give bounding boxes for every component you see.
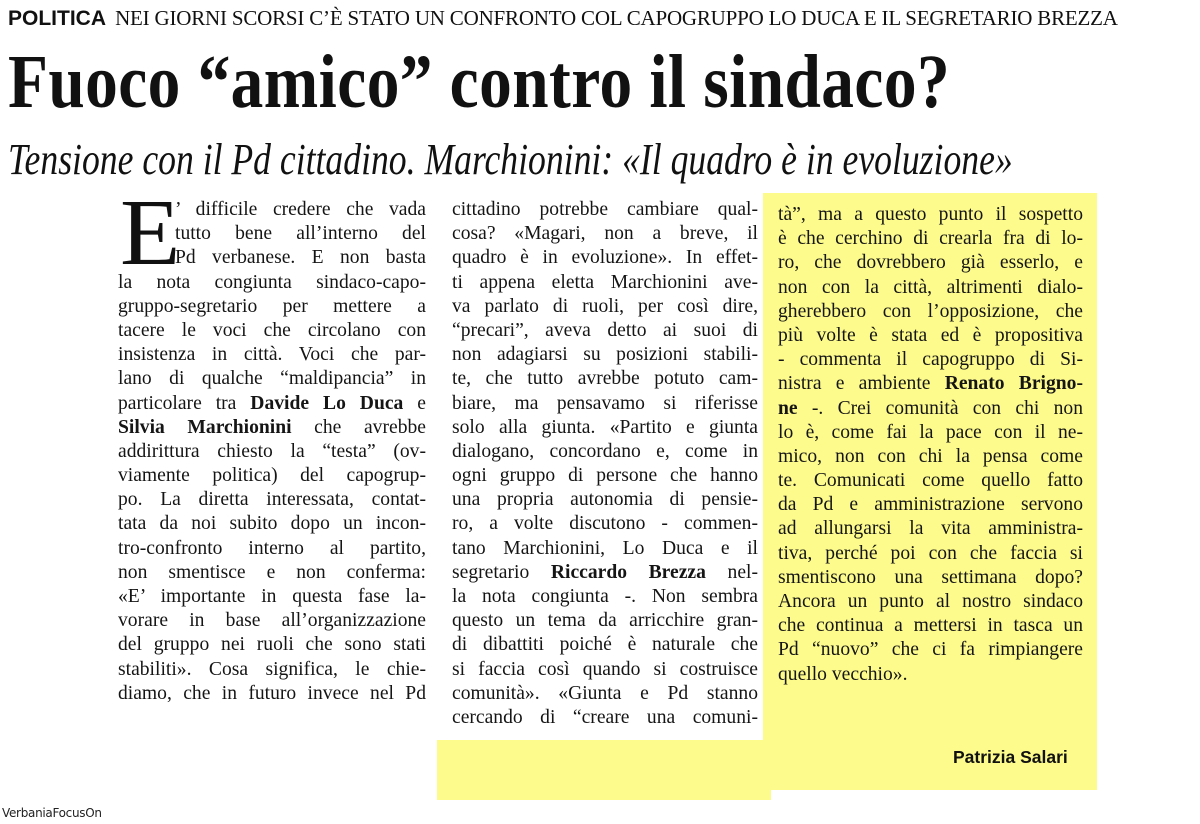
text-line: la nota congiunta -. Non sembra: [452, 586, 758, 607]
text-run: nel-: [705, 561, 758, 583]
text-line: cosa? «Magari, non a breve, il: [452, 223, 758, 245]
text-line: - commenta il capogruppo di Si-: [778, 349, 1083, 371]
text-line: ti appena eletta Marchionini ave-: [452, 271, 758, 293]
text-line: diamo, che in futuro invece nel Pd: [118, 682, 426, 704]
text-line: «E’ importante in questa fase la-: [118, 586, 426, 607]
text-line: quello vecchio».: [778, 663, 908, 685]
kicker-line: [8, 4, 1198, 32]
text-line: quadro è in evoluzione». In effet-: [452, 247, 758, 269]
section-label: POLITICA: [8, 7, 106, 30]
text-line: lo è, come fai la pace con il ne-: [778, 421, 1083, 443]
text-line: tro-confronto interno al partito,: [118, 537, 426, 559]
text-line: smentiscono una settimana dopo?: [778, 566, 1083, 588]
text-line: tata da noi subito dopo un incon-: [118, 513, 426, 535]
text-line: gruppo-segretario per mettere a: [118, 295, 426, 317]
text-line: “precari”, aveva detto ai suoi di: [452, 319, 758, 341]
text-run: particolare tra: [118, 392, 251, 414]
text-line: tutto bene all’interno del: [175, 223, 426, 245]
text-line: [778, 372, 1083, 396]
byline: Patrizia Salari: [953, 747, 1068, 767]
drop-cap: E: [120, 181, 181, 285]
text-line: gherebbero con l’opposizione, che: [778, 300, 1083, 322]
source-watermark: VerbaniaFocusOn: [2, 806, 102, 820]
text-line: non adagiarsi su posizioni stabili-: [452, 344, 758, 366]
text-line: te, che tutto avrebbe potuto cam-: [452, 368, 758, 390]
headline: Fuoco “amico” contro il sindaco?: [8, 40, 951, 124]
text-line: tà”, ma a questo punto il sospetto: [778, 204, 1083, 225]
highlight-column-2-tail: [437, 740, 771, 800]
text-line: tacere le voci che circolano con: [118, 319, 426, 341]
article-column-3: [778, 203, 1083, 687]
text-line: [778, 397, 1083, 421]
article-column-1: [118, 198, 426, 706]
text-line: Ancora un punto al nostro sindaco: [778, 591, 1083, 612]
person-name: Davide Lo Duca: [250, 392, 404, 414]
text-line: tano Marchionini, Lo Duca e il: [452, 537, 758, 559]
text-line: si faccia così quando si costruisce: [452, 658, 758, 680]
text-line: [118, 416, 426, 440]
text-line: è che cerchino di crearla fra di lo-: [778, 228, 1083, 250]
text-line: non smentisce e non conferma:: [118, 561, 426, 583]
text-line: la nota congiunta sindaco-capo-: [118, 271, 426, 293]
text-line: cercando di “creare una comuni-: [452, 706, 758, 728]
text-line: del gruppo nei ruoli che sono stati: [118, 634, 426, 656]
text-line: stabiliti». Cosa significa, le chie-: [118, 658, 426, 680]
kicker-text: NEI GIORNI SCORSI C’È STATO UN CONFRONTO COL CAPOGRUPPO LO DUCA E IL SEGRETARIO BREZZA: [115, 6, 1118, 30]
text-line: cittadino potrebbe cambiare qual-: [452, 199, 758, 220]
text-run: e: [403, 392, 426, 414]
person-name: Riccardo Brezza: [550, 561, 706, 583]
text-line: viamente politica) del capogrup-: [118, 465, 426, 487]
text-line: [118, 392, 426, 416]
text-run: -. Crei comunità con chi non: [797, 397, 1083, 419]
text-line: ad allungarsi la vita amministra-: [778, 518, 1083, 540]
text-line: più volte è stata ed è propositiva: [778, 324, 1083, 346]
text-line: lano di qualche “maldipancia” in: [118, 368, 426, 390]
text-line: biare, ma pensavamo si riferisse: [452, 392, 758, 414]
text-line: dialogano, concordano e, come in: [452, 440, 758, 462]
person-name: Renato Brigno-: [944, 373, 1083, 395]
text-line: solo alla giunta. «Partito e giunta: [452, 416, 758, 438]
text-line: da Pd e amministrazione servono: [778, 494, 1083, 516]
text-line: di dibattiti poiché è naturale che: [452, 634, 758, 656]
text-line: insistenza in città. Voci che par-: [118, 344, 426, 366]
text-line: Pd “nuovo” che ci fa rimpiangere: [778, 639, 1083, 661]
subheadline: Tensione con il Pd cittadino. Marchionini: «Il quadro è in evoluzione»: [8, 135, 1013, 184]
person-name: ne: [778, 397, 798, 419]
text-line: ro, che dovrebbero già esserlo, e: [778, 252, 1083, 274]
text-line: comunità». «Giunta e Pd stanno: [452, 682, 758, 704]
text-line: Pd verbanese. E non basta: [175, 247, 426, 269]
text-line: non con la città, altrimenti dialo-: [778, 276, 1083, 298]
text-line: ’ difficile credere che vada: [175, 199, 426, 220]
text-line: una propria autonomia di pensie-: [452, 489, 758, 511]
text-run: segretario: [452, 561, 551, 583]
text-run: che avrebbe: [291, 416, 426, 438]
text-line: questo un tema da arricchire gran-: [452, 610, 758, 632]
text-line: addirittura chiesto la “testa” (ov-: [118, 440, 426, 462]
text-run: nistra e ambiente: [778, 373, 945, 395]
text-line: tiva, perché poi con che faccia si: [778, 542, 1083, 564]
article-column-2: [452, 198, 758, 730]
text-line: ro, a volte discutono - commen-: [452, 513, 758, 535]
text-line: te. Comunicati come quello fatto: [778, 470, 1083, 492]
text-line: po. La diretta interessata, contat-: [118, 489, 426, 511]
text-line: mico, non con chi la pensa come: [778, 445, 1083, 467]
text-line: [452, 561, 758, 585]
text-line: vorare in base all’organizzazione: [118, 610, 426, 632]
text-line: ogni gruppo di persone che hanno: [452, 465, 758, 487]
person-name: Silvia Marchionini: [118, 416, 292, 438]
text-line: che continua a mettersi in tasca un: [778, 615, 1083, 637]
text-line: va parlato di ruoli, per così dire,: [452, 295, 758, 317]
